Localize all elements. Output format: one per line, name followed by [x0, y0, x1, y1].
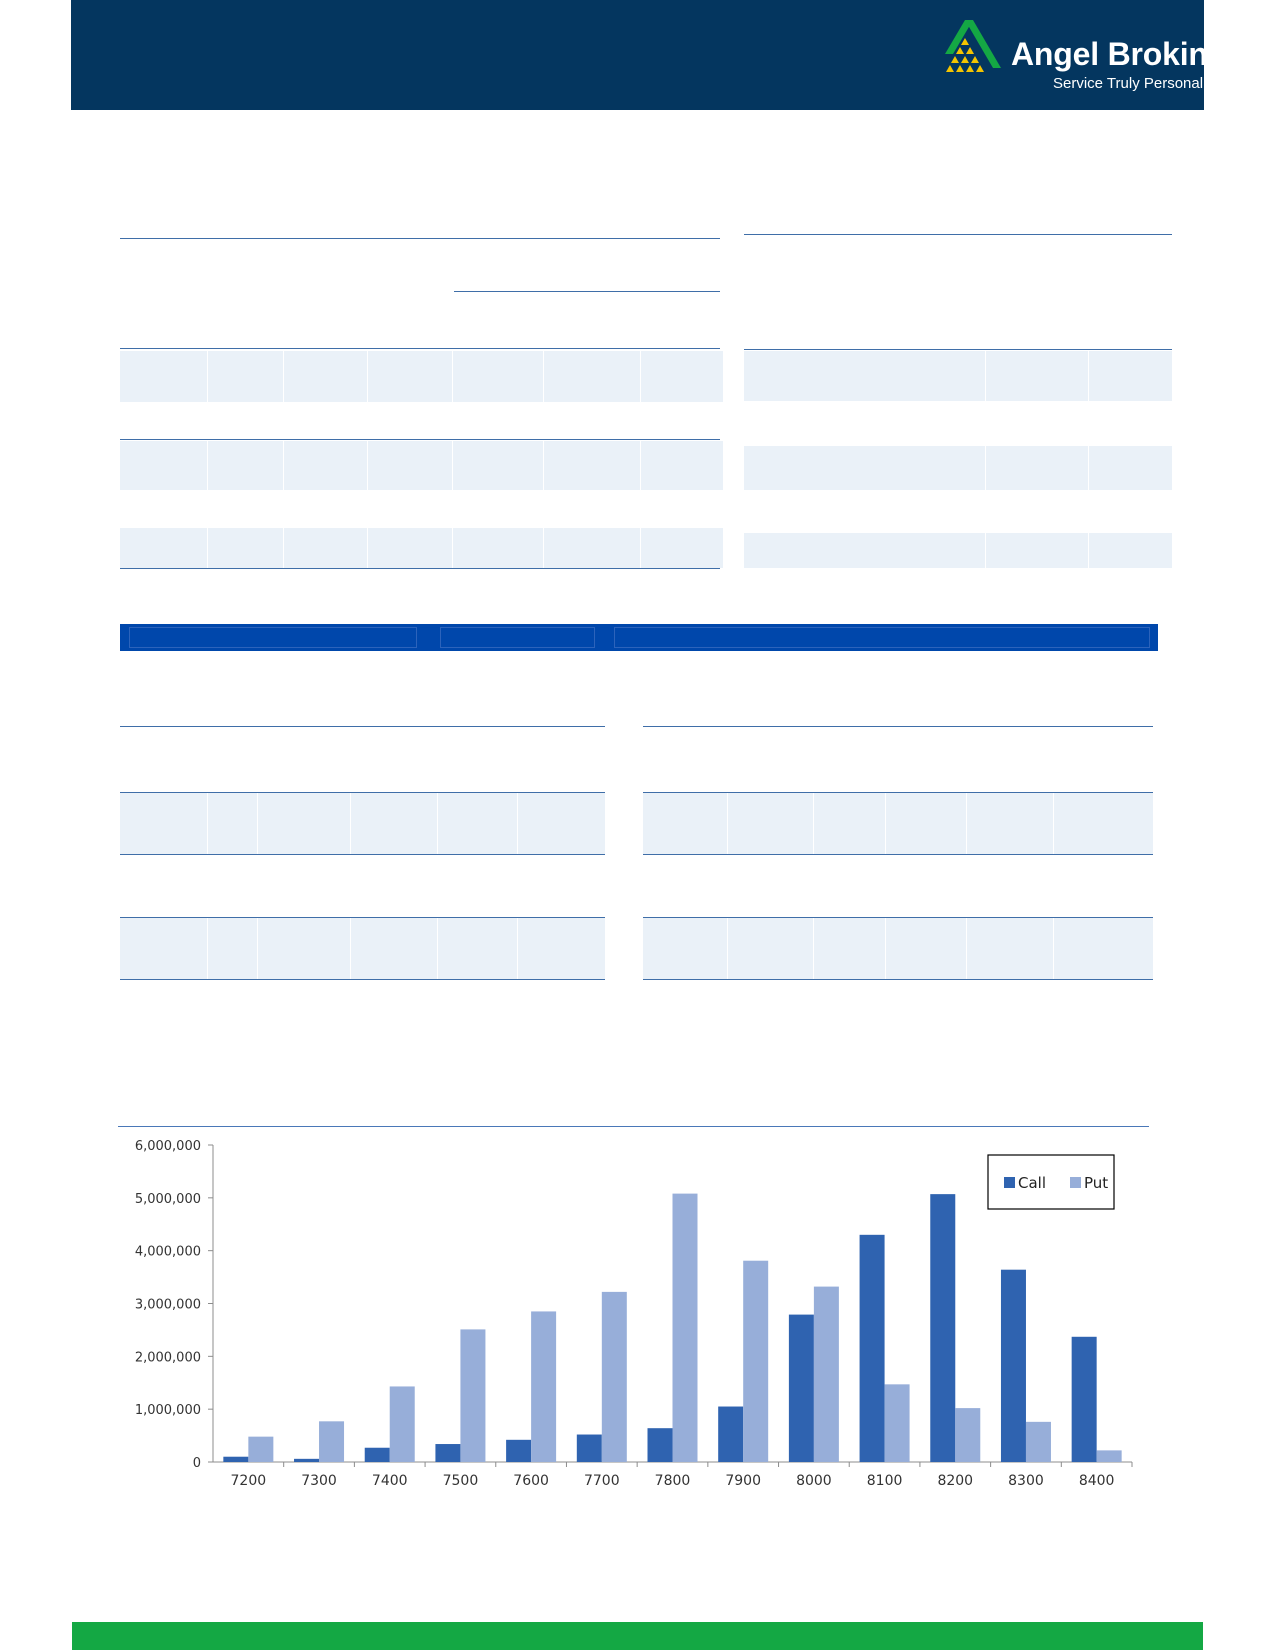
bar-call-8200 — [930, 1194, 955, 1462]
x-tick-label: 8000 — [796, 1473, 832, 1489]
chart-legend — [988, 1155, 1114, 1209]
bar-call-8400 — [1072, 1337, 1097, 1462]
bar-call-7200 — [223, 1457, 248, 1462]
bar-put-7800 — [673, 1194, 698, 1462]
x-tick-label: 8400 — [1078, 1473, 1115, 1489]
x-tick-label: 7200 — [230, 1473, 267, 1489]
registered-mark: ® — [1228, 39, 1235, 49]
x-tick-label: 7600 — [513, 1473, 549, 1489]
bar-call-7500 — [435, 1444, 460, 1462]
bar-put-7500 — [460, 1329, 485, 1462]
x-tick-label: 7400 — [371, 1473, 408, 1489]
bar-put-8200 — [955, 1408, 980, 1462]
brand-tagline: Service Truly Personalized — [1053, 75, 1231, 92]
y-tick-label: 2,000,000 — [134, 1350, 201, 1366]
x-tick-label: 8100 — [866, 1473, 903, 1489]
y-axis — [135, 1139, 213, 1471]
bar-call-8000 — [789, 1315, 814, 1462]
x-tick-label: 7900 — [725, 1473, 762, 1489]
bar-call-7600 — [506, 1440, 531, 1462]
y-tick-label: 0 — [192, 1456, 201, 1471]
bar-put-7400 — [390, 1386, 415, 1462]
angel-broking-logo — [943, 14, 1243, 100]
bar-put-8400 — [1097, 1450, 1122, 1462]
bar-put-8300 — [1026, 1422, 1051, 1462]
y-tick-label: 1,000,000 — [134, 1403, 201, 1419]
x-tick-label: 8200 — [937, 1473, 974, 1489]
open-interest-chart — [110, 1125, 1150, 1495]
y-tick-label: 3,000,000 — [134, 1297, 201, 1313]
legend-swatch-put — [1070, 1177, 1081, 1188]
bar-call-7800 — [648, 1428, 673, 1462]
logo-pyramid-icon — [943, 20, 1001, 74]
bar-call-7900 — [718, 1407, 743, 1462]
bar-put-7200 — [248, 1437, 273, 1462]
bar-call-8100 — [860, 1235, 885, 1462]
bar-put-7300 — [319, 1421, 344, 1462]
legend-label-put: Put — [1084, 1174, 1109, 1192]
x-tick-label: 7800 — [654, 1473, 691, 1489]
section-header-bar — [120, 624, 1158, 651]
footer-band — [72, 1622, 1203, 1650]
bar-call-7300 — [294, 1459, 319, 1462]
bar-put-7900 — [743, 1261, 768, 1462]
brand-name: Angel Broking® — [1011, 36, 1235, 72]
y-tick-label: 6,000,000 — [134, 1139, 201, 1154]
bar-put-8100 — [885, 1384, 910, 1462]
x-tick-label: 7700 — [583, 1473, 620, 1489]
bar-put-7700 — [602, 1292, 627, 1462]
y-tick-label: 5,000,000 — [134, 1191, 201, 1207]
bar-call-7700 — [577, 1435, 602, 1462]
x-axis — [213, 1462, 1132, 1489]
x-tick-label: 8300 — [1008, 1473, 1044, 1489]
legend-swatch-call — [1004, 1177, 1015, 1188]
bar-put-7600 — [531, 1311, 556, 1462]
x-tick-label: 7500 — [442, 1473, 479, 1489]
y-tick-label: 4,000,000 — [134, 1244, 201, 1260]
header-band — [71, 0, 1235, 110]
bars — [223, 1194, 1121, 1462]
bar-put-8000 — [814, 1287, 839, 1462]
x-tick-label: 7300 — [301, 1473, 337, 1489]
bar-call-8300 — [1001, 1270, 1026, 1462]
bar-call-7400 — [365, 1448, 390, 1462]
legend-label-call: Call — [1018, 1174, 1047, 1192]
chart-svg — [110, 1125, 1150, 1495]
